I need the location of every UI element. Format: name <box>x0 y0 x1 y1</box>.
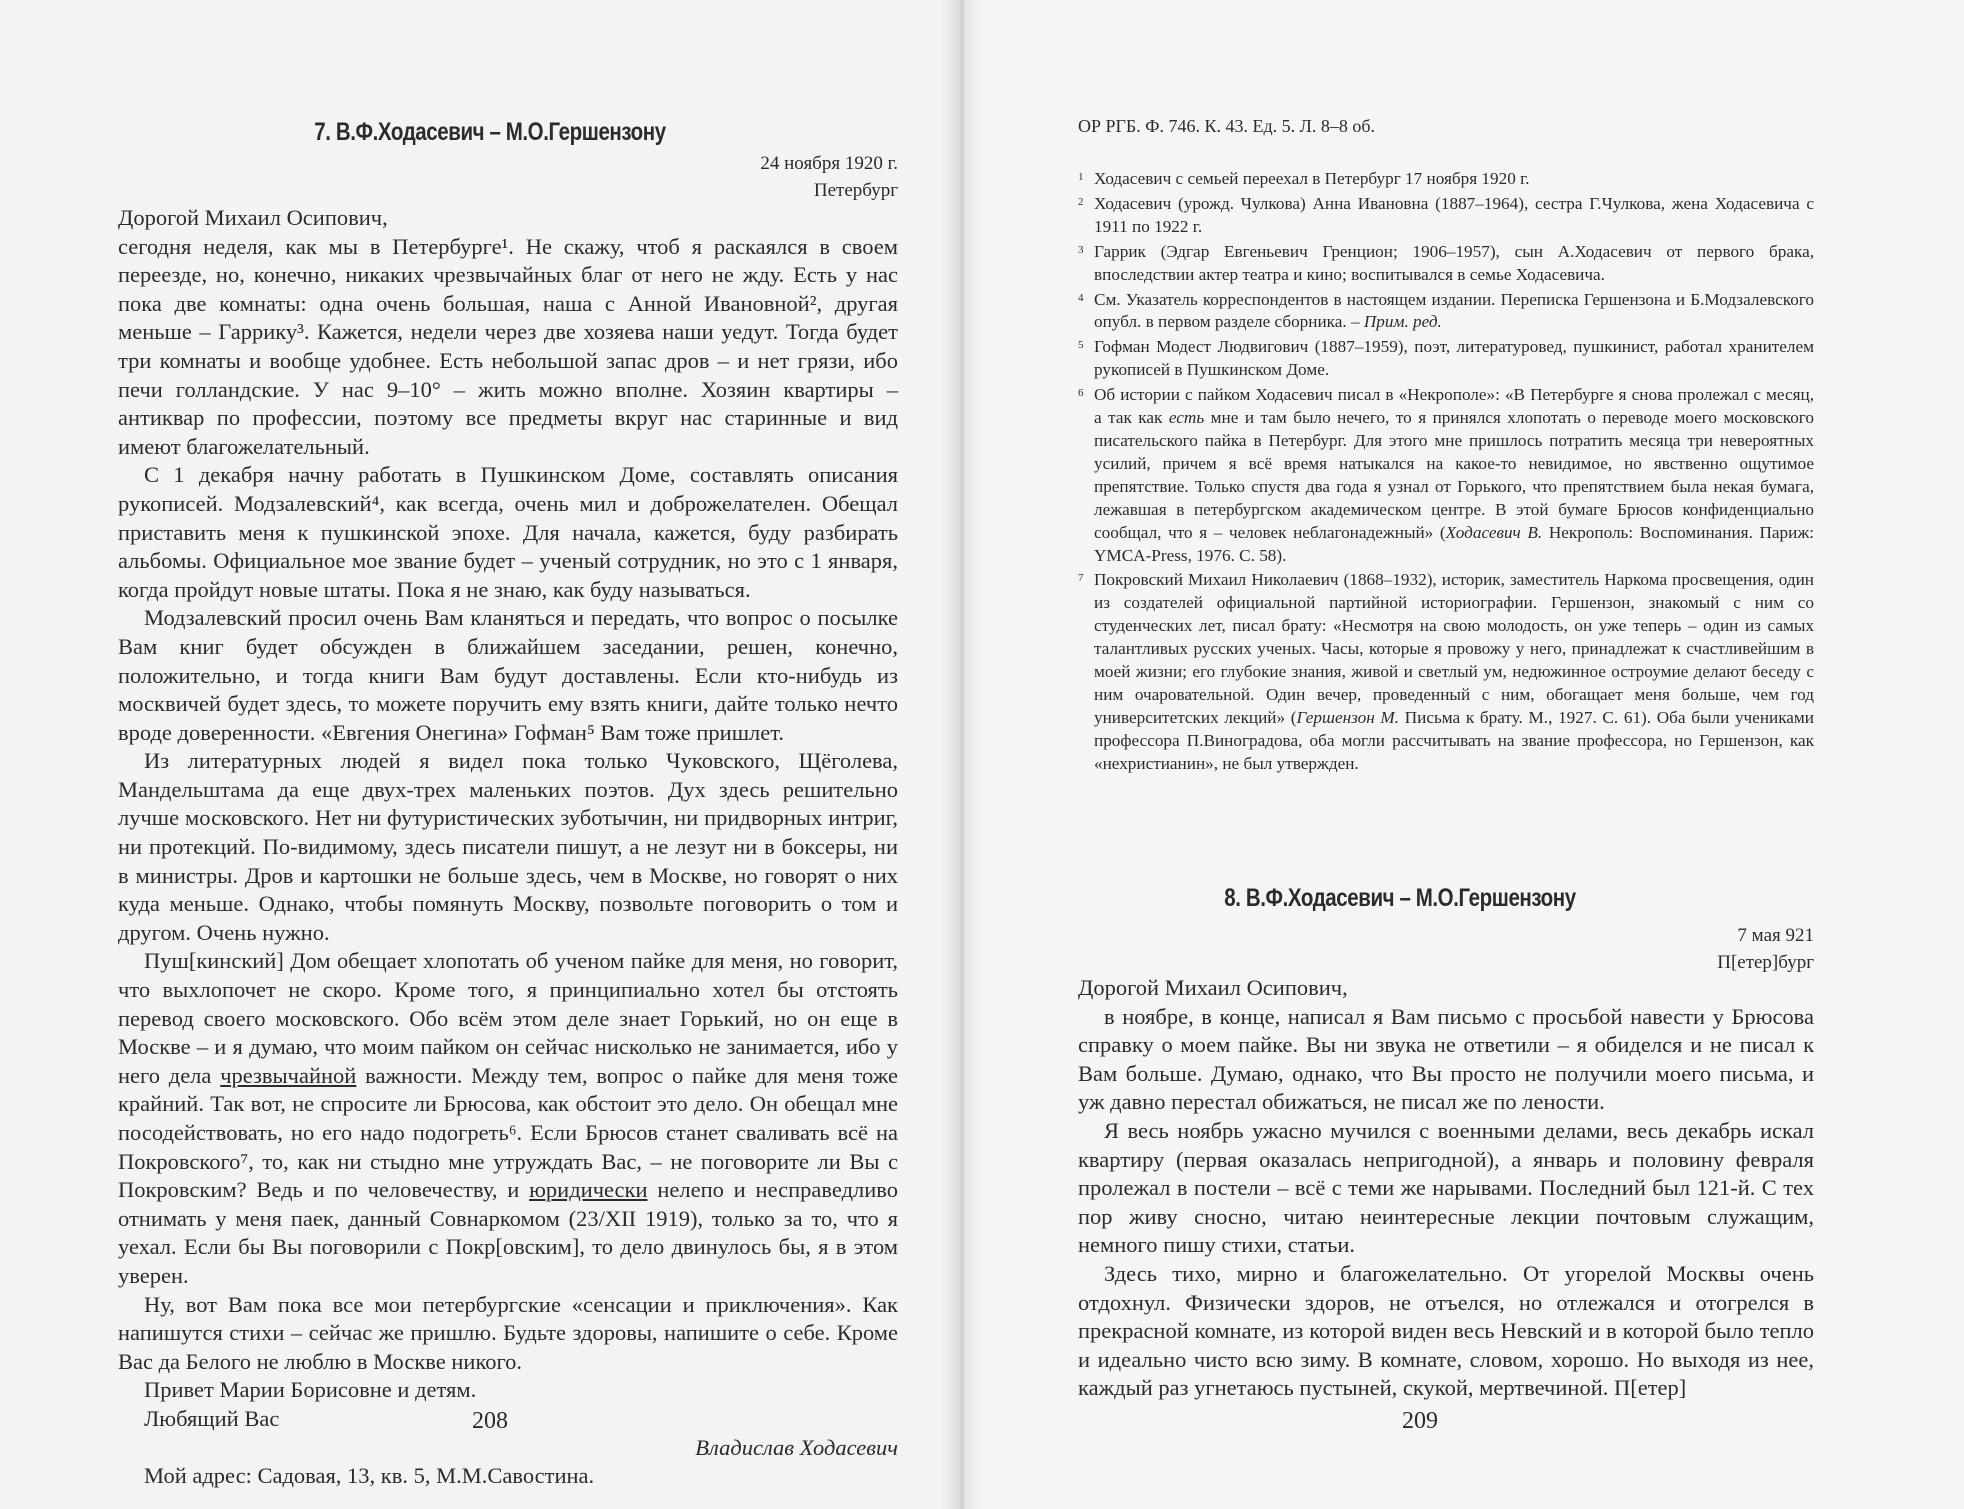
letter-7-address: Мой адрес: Садовая, 13, кв. 5, М.М.Савостина. <box>144 1463 595 1489</box>
letter-7-paragraph: сегодня неделя, как мы в Петербурге¹. Не скажу, чтоб я раскаялся в своем переезде, но, конечно, никаких чрезвычайных благ от него не жду. Есть у нас пока две комнаты: одна очень большая, наша с Анной Ивановной², другая меньше – Гаррику³. Кажется, недели через две хозяева наши уедут. Тогда будет три комнаты и вообще удобнее. Есть небольшой запас дров – и нет грязи, ибо печи голландские. У нас 9–10° – жить можно вполне. Хозяин квартиры – антиквар по профессии, поэтому все предметы вкруг нас старинные и вид имеют благожелательный. <box>118 233 898 459</box>
page-number-right: 209 <box>1402 1408 1438 1434</box>
letter-7-paragraph: Ну, вот Вам пока все мои петербургские «сенсации и приключения». Как напишутся стихи – сейчас же пришлю. Будьте здоровы, напишите о себе. Кроме Вас да Белого не люблю в Москве никого. <box>118 1291 898 1374</box>
letter-7-body <box>118 204 898 1491</box>
letter-7-place: Петербург <box>813 180 898 201</box>
footnotes <box>1078 168 1814 778</box>
letter-8-paragraph: в ноябре, в конце, написал я Вам письмо с просьбой навести у Брюсова справку о моем пайке. Вы ни звука не ответили – я обиделся и не писал к Вам больше. Думаю, однако, что Вы просто не получили моего письма, и уж давно перестал обижаться, не писал же по лености. <box>1078 1003 1814 1115</box>
letter-8-dateline <box>1560 922 1814 976</box>
footnote-5: 5 Гофман Модест Людвигович (1887–1959), поэт, литературовед, пушкинист, работал хранителем рукописей в Пушкинском Доме. <box>1078 337 1814 380</box>
footnote-7: 7 Покровский Михаил Николаевич (1868–1932), историк, заместитель Наркома просвещения, один из создателей официальной партийной историографии. Гершензон, знакомый с ним со студенческих лет, писал брату: «Несмотря на свою молодость, он уже теперь – один из самых талантливых русских ученых. Часы, которые я провожу у него, принадлежат к счастливейшим в моей жизни; его глубокие знания, живой и светлый ум, недюжинное остроумие делают беседу с ним очаровательной. Один вечер, проведенный с ним, обогащает меня больше, чем год университетских лекций» (Гершензон М. Письма к брату. М., 1927. С. 61). Оба были учениками профессора П.Виноградова, оба могли рассчитывать на звание профессора, но Гершензон, как «нехристианин», не был утвержден. <box>1078 570 1815 773</box>
letter-7-paragraph: Модзалевский просил очень Вам кланяться и передать, что вопрос о посылке Вам книг будет обсужден в ближайшем заседании, решен, конечно, положительно, и тогда книги Вам будут доставлены. Если кто-нибудь из москвичей будет здесь, то можете поручить ему взять книги, дайте только нечто вроде доверенности. «Евгения Онегина» Гофман⁵ Вам тоже пришлет. <box>118 605 898 745</box>
footnote-1: 1 Ходасевич с семьей переехал в Петербург 17 ноября 1920 г. <box>1078 169 1530 188</box>
right-page <box>960 0 1964 1509</box>
footnote-6: 6 Об истории с пайком Ходасевич писал в «Некрополе»: «В Петербурге я снова пролежал с месяц, а так как есть мне и там было нечего, то я принялся хлопотать о переводе моего московского писательского пайка в Петербург. Для этого мне пришлось потратить месяца три невероятных усилий, причем я всё время натыкался на какое-то невидимое, но явственно ощутимое препятствие. Только спустя два года я узнал от Горького, что препятствием была некая бумага, лежавшая в петербургском академическом центре. В этой бумаге Брюсов конфиденциально сообщал, что я – человек неблагонадежный» (Ходасевич В. Некрополь: Воспоминания. Париж: YMCA-Press, 1976. С. 58). <box>1078 385 1815 565</box>
letter-8-paragraph: Здесь тихо, мирно и благожелательно. От угорелой Москвы очень отдохнул. Физически здоров, не отъелся, но отлежался и отогрелся в прекрасной комнате, из которой виден весь Невский и в которой было тепло и идеально чисто всю зиму. В комнате, словом, хорошо. Но выходя из нее, каждый раз угнетаюсь пустыней, скукой, мертвечиной. П[етер] <box>1078 1260 1814 1401</box>
underlined-word: чрезвычайной <box>220 1062 357 1088</box>
letter-7-regards: Привет Марии Борисовне и детям. <box>144 1377 477 1403</box>
letter-8-paragraph: Я весь ноябрь ужасно мучился с военными делами, весь декабрь искал квартиру (первая оказалась непригодной), а январь и половину февраля пролежал в постели – всё с теми же нарывами. Последний был 121-й. С тех пор живу сносно, читаю неинтересные лекции почтовым служащим, немного пишу стихи, статьи. <box>1078 1117 1814 1258</box>
letter-8-place: П[етер]бург <box>1717 952 1814 973</box>
letter-7-paragraph: Пуш[кинский] Дом обещает хлопотать об ученом пайке для меня, но говорит, что выхлопочет не скоро. Кроме того, я принципиально хотел бы отстоять перевод своего московского. Обо всём этом деле знает Горький, но он еще в Москве – и я думаю, что моим пайком он сейчас нисколько не занимается, ибо у него дела чрезвычайной важности. Между тем, вопрос о пайке для меня тоже крайний. Так вот, не спросите ли Брюсова, как обстоит это дело. Он обещал мне посодействовать, но его надо подогреть⁶. Если Брюсов станет сваливать всё на Покровского⁷, то, как ни стыдно мне утруждать Вас, – не поговорите ли Вы с Покровским? Ведь и по человечеству, и юридически нелепо и несправедливо отнимать у меня паек, данный Совнаркомом (23/XII 1919), только за то, что я уехал. Если бы Вы поговорили с Покр[овским], то дело двинулось бы, я в этом уверен. <box>118 948 899 1288</box>
letter-7-closing: Любящий Вас <box>144 1405 280 1431</box>
letter-8-body <box>1078 974 1814 1403</box>
letter-7-paragraph: С 1 декабря начну работать в Пушкинском Доме, составлять описания рукописей. Модзалевский⁴, как всегда, очень мил и доброжелателен. Обещал приставить меня к пушкинской эпохе. Для начала, кажется, буду разбирать альбомы. Официальное мое звание будет – ученый сотрудник, но это с 1 января, когда пройдут новые штаты. Пока я не знаю, как буду называться. <box>118 462 898 602</box>
archive-reference: ОР РГБ. Ф. 746. К. 43. Ед. 5. Л. 8–8 об. <box>1078 116 1376 136</box>
letter-7-heading: 7. В.Ф.Ходасевич – М.О.Гершензону <box>314 118 666 146</box>
letter-7-dateline <box>640 150 898 204</box>
letter-7-paragraph: Из литературных людей я видел пока только Чуковского, Щёголева, Мандельштама да еще двух-трех маленьких поэтов. Дух здесь решительно лучше московского. Нет ни футуристических зуботычин, ни придворных интриг, ни протекций. По-видимому, здесь писатели пишут, а не лезут ни в боксеры, ни в министры. Дров и картошки не больше здесь, чем в Москве, но говорят о них куда меньше. Однако, чтобы помянуть Москву, позвольте поговорить о том и другом. Очень нужно. <box>118 748 898 945</box>
footnote-2: 2 Ходасевич (урожд. Чулкова) Анна Ивановна (1887–1964), сестра Г.Чулкова, жена Ходасевича с 1911 по 1922 г. <box>1078 193 1814 236</box>
letter-8-heading: 8. В.Ф.Ходасевич – М.О.Гершензону <box>1224 884 1576 912</box>
footnote-3: 3 Гаррик (Эдгар Евгеньевич Гренцион; 1906–1957), сын А.Ходасевич от первого брака, впоследствии актер театра и кино; воспитывался в семье Ходасевича. <box>1078 241 1814 284</box>
letter-7-salutation: Дорогой Михаил Осипович, <box>118 205 388 230</box>
letter-8-salutation: Дорогой Михаил Осипович, <box>1078 975 1348 1000</box>
letter-7-date: 24 ноября 1920 г. <box>760 153 898 174</box>
letter-8-date: 7 мая 921 <box>1737 925 1814 946</box>
letter-7-signature: Владислав Ходасевич <box>695 1434 898 1460</box>
book-gutter <box>942 0 982 1509</box>
left-page <box>0 0 960 1509</box>
underlined-word: юридически <box>529 1177 648 1203</box>
footnote-4: 4 См. Указатель корреспондентов в настоящем издании. Переписка Гершензона и Б.Модзалевского опубл. в первом разделе сборника. – Прим. ред. <box>1078 289 1814 332</box>
page-number-left: 208 <box>472 1408 508 1434</box>
